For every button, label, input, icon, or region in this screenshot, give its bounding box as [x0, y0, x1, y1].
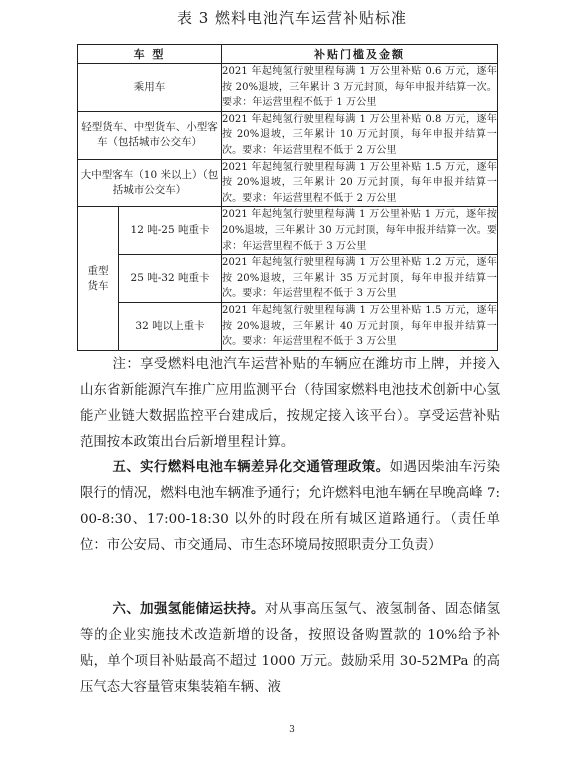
subsidy-cell: 2021 年起纯氢行驶里程每满 1 万公里补贴 1 万元，逐年按 20%退坡，三年累计 30 万元封顶，每年申报并结算一次。要求：年运营里程不低于 3 万公里	[222, 207, 498, 255]
subsidy-cell: 2021 年起纯氢行驶里程每满 1 万公里补贴 1.5 万元，逐年按 20%退坡，三年累计 40 万元封顶，每年申报并结算一次。要求：年运营里程不低于 3 万公里	[222, 302, 498, 350]
table-note	[80, 352, 500, 456]
subsidy-table	[77, 44, 498, 351]
section-5-heading: 五、实行燃料电池车辆差异化交通管理政策。	[112, 460, 390, 475]
subsidy-cell: 2021 年起纯氢行驶里程每满 1 万公里补贴 1.2 万元，逐年按 20%退坡，三年累计 35 万元封顶，每年申报并结算一次。要求：年运营里程不低于 3 万公里	[222, 255, 498, 303]
table-row	[78, 64, 498, 112]
vehicle-subtype-cell: 32 吨以上重卡	[119, 302, 222, 350]
page-number: 3	[289, 725, 295, 735]
table-row	[78, 207, 498, 255]
section-6	[80, 597, 500, 701]
table-row	[78, 302, 498, 350]
vehicle-type-cell: 轻型货车、中型货车、小型客车（包括城市公交车）	[78, 111, 222, 159]
table-row	[78, 111, 498, 159]
subsidy-cell: 2021 年起纯氢行驶里程每满 1 万公里补贴 1.5 万元，逐年按 20%退坡，三年累计 20 万元封顶，每年申报并结算一次。要求：年运营里程不低于 2 万公里	[222, 159, 498, 207]
subsidy-cell: 2021 年起纯氢行驶里程每满 1 万公里补贴 0.8 万元，逐年按 20%退坡，三年累计 10 万元封顶，每年申报并结算一次。要求：年运营里程不低于 2 万公里	[222, 111, 498, 159]
table-row	[78, 159, 498, 207]
table-header-row	[78, 45, 498, 64]
note-text: 注：享受燃料电池汽车运营补贴的车辆应在潍坊市上牌，并接入山东省新能源汽车推广应用监测平台（待国家燃料电池技术创新中心氢能产业链大数据监控平台建成后，按规定接入该平台）。享受运营补贴范围按本政策出台后新增里程计算。	[80, 357, 500, 450]
table-title: 表 3 燃料电池汽车运营补贴标准	[176, 9, 408, 27]
header-vehicle-type: 车 型	[78, 45, 222, 64]
header-subsidy: 补贴门槛及金额	[222, 45, 498, 64]
vehicle-type-cell: 乘用车	[78, 64, 222, 112]
section-6-heading: 六、加强氢能储运扶持。	[112, 602, 265, 617]
subsidy-cell: 2021 年起纯氢行驶里程每满 1 万公里补贴 0.6 万元，逐年按 20%退坡，三年累计 3 万元封顶，每年申报并结算一次。要求：年运营里程不低于 1 万公里	[222, 64, 498, 112]
vehicle-subtype-cell: 25 吨-32 吨重卡	[119, 255, 222, 303]
vehicle-type-cell: 大中型客车（10 米以上）（包括城市公交车）	[78, 159, 222, 207]
section-5	[80, 455, 500, 559]
heavy-truck-group-cell: 重型货车	[78, 207, 119, 350]
vehicle-subtype-cell: 12 吨-25 吨重卡	[119, 207, 222, 255]
table-row	[78, 255, 498, 303]
section-5-body: 如遇因柴油车污染限行的情况，燃料电池车辆准予通行；允许燃料电池车辆在早晚高峰 7:00-8:30、17:00-18:30 以外的时段在所有城区道路通行。（责任单位：市公安局、市交通局、市生态环境局按照职责分工负责）	[80, 460, 500, 553]
section-6-body: 对从事高压氢气、液氢制备、固态储氢等的企业实施技术改造新增的设备，按照设备购置款的 10%给予补贴，单个项目补贴最高不超过 1000 万元。鼓励采用 30-52MPa 的高压气态大容量管束集装箱车辆、液	[80, 602, 501, 695]
